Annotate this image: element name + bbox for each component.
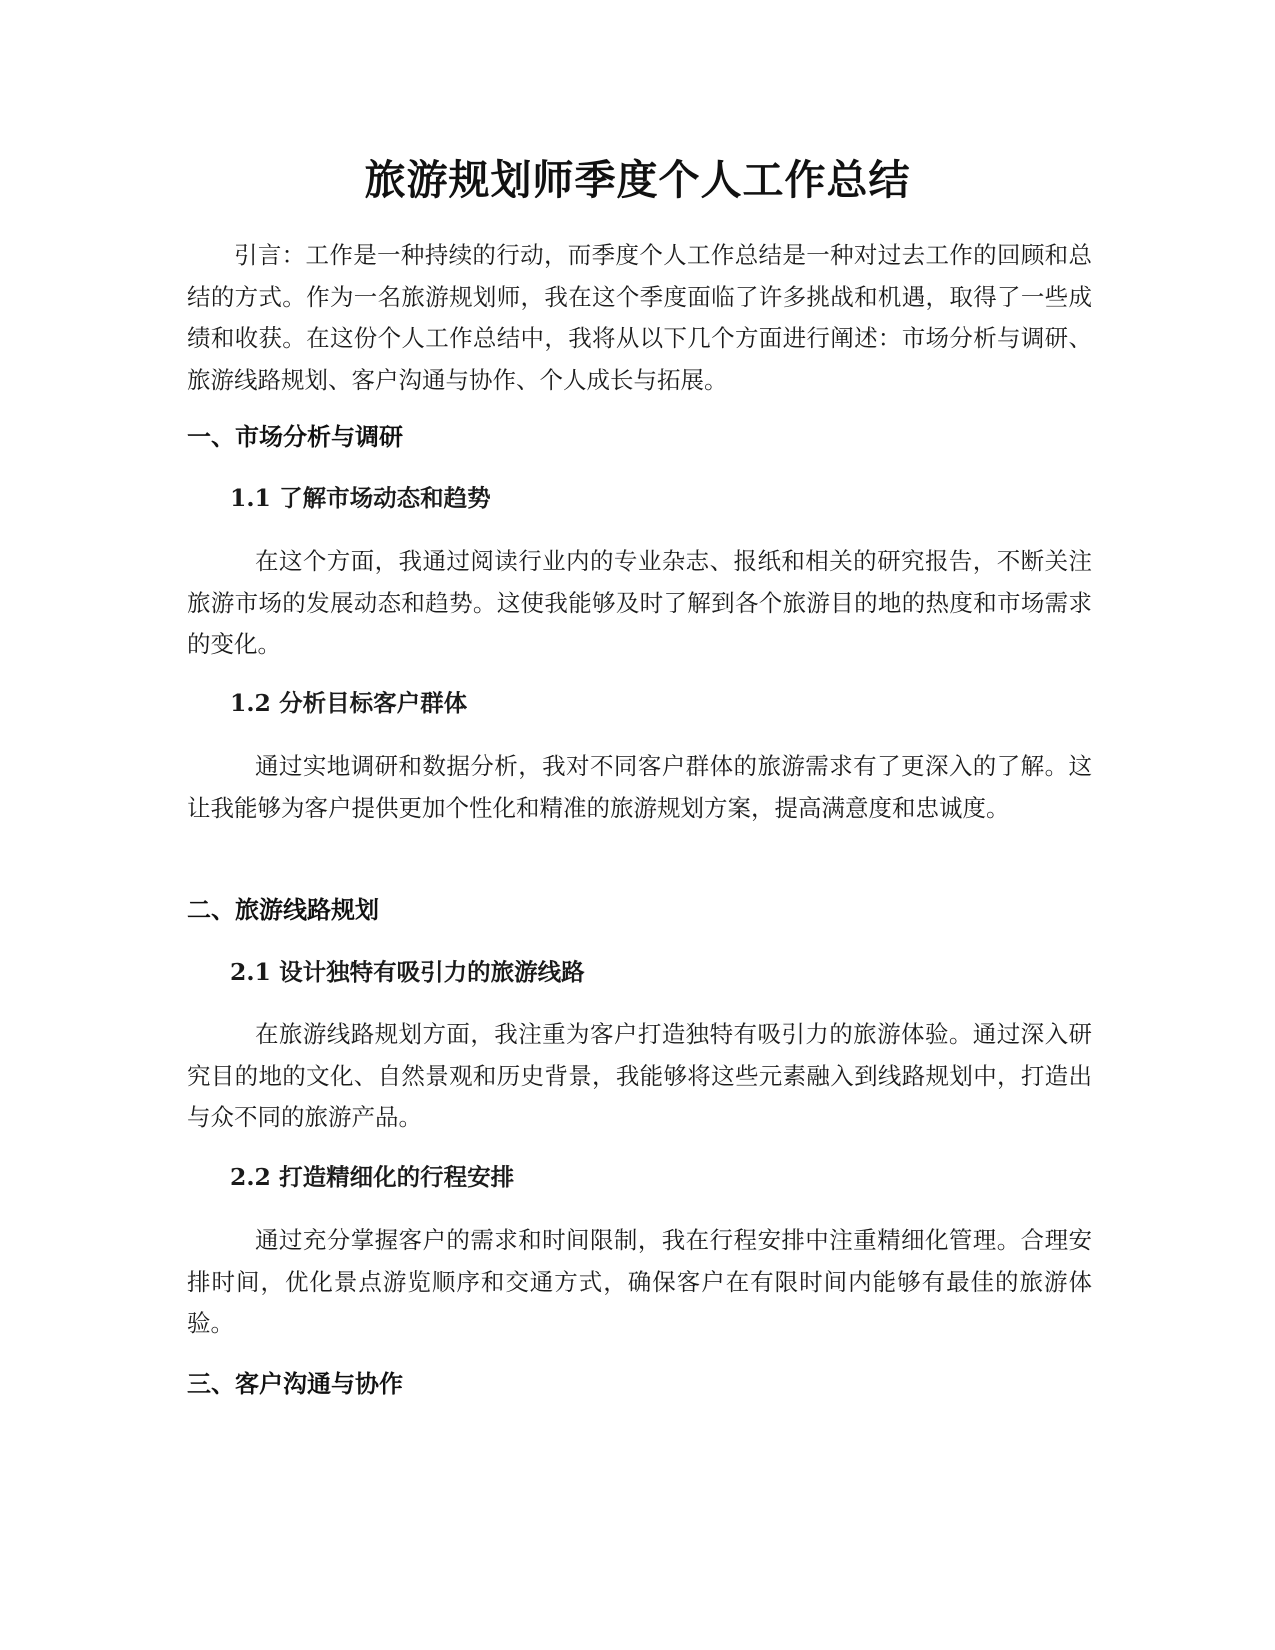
section-heading-route-planning: 二、旅游线路规划: [187, 896, 379, 924]
paragraph-1-2: 通过实地调研和数据分析，我对不同客户群体的旅游需求有了更深入的了解。这让我能够为客户提供更加个性化和精准的旅游规划方案，提高满意度和忠诚度。: [187, 752, 1092, 822]
paragraph-2-1: 在旅游线路规划方面，我注重为客户打造独特有吸引力的旅游体验。通过深入研究目的地的文化、自然景观和历史背景，我能够将这些元素融入到线路规划中，打造出与众不同的旅游产品。: [187, 1020, 1092, 1131]
section-heading-client-communication: 三、客户沟通与协作: [187, 1370, 403, 1398]
subsection-heading-2-1: 2.1 设计独特有吸引力的旅游线路: [230, 958, 585, 986]
document-title: 旅游规划师季度个人工作总结: [364, 156, 911, 204]
subsection-heading-1-2: 1.2 分析目标客户群体: [230, 689, 468, 717]
paragraph-1-1: 在这个方面，我通过阅读行业内的专业杂志、报纸和相关的研究报告，不断关注旅游市场的发展动态和趋势。这使我能够及时了解到各个旅游目的地的热度和市场需求的变化。: [187, 547, 1092, 658]
subsection-heading-1-1: 1.1 了解市场动态和趋势: [230, 484, 491, 512]
subsection-heading-2-2: 2.2 打造精细化的行程安排: [230, 1163, 515, 1191]
intro-paragraph: 引言：工作是一种持续的行动，而季度个人工作总结是一种对过去工作的回顾和总结的方式。作为一名旅游规划师，我在这个季度面临了许多挑战和机遇，取得了一些成绩和收获。在这份个人工作总结中，我将从以下几个方面进行阐述：市场分析与调研、旅游线路规划、客户沟通与协作、个人成长与拓展。: [187, 241, 1092, 394]
section-heading-market-analysis: 一、市场分析与调研: [187, 423, 403, 451]
paragraph-2-2: 通过充分掌握客户的需求和时间限制，我在行程安排中注重精细化管理。合理安排时间，优化景点游览顺序和交通方式，确保客户在有限时间内能够有最佳的旅游体验。: [187, 1226, 1092, 1337]
